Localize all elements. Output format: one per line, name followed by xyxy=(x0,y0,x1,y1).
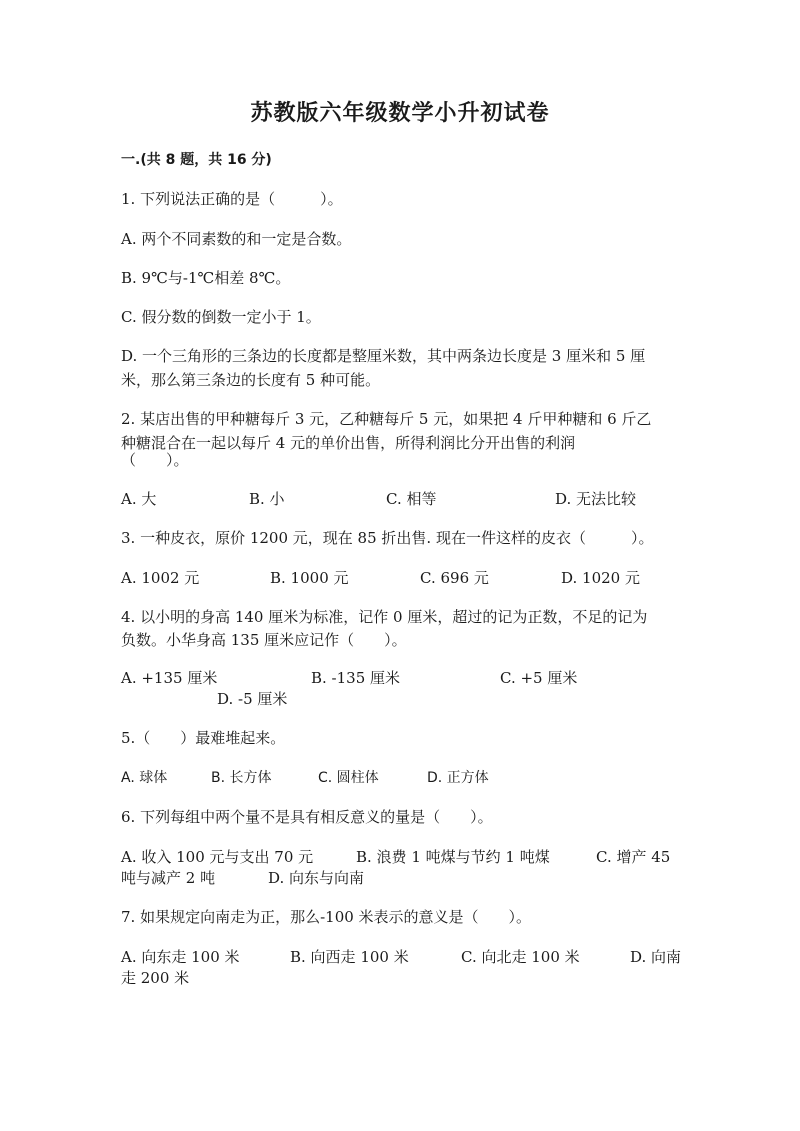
question-1-option-c: C. 假分数的倒数一定小于 1。 xyxy=(121,308,321,326)
question-6-option-c-cont: 吨与减产 2 吨 xyxy=(121,869,216,887)
question-2-option-a: A. 大 xyxy=(121,490,157,508)
question-6-option-b: B. 浪费 1 吨煤与节约 1 吨煤 xyxy=(356,848,550,866)
question-4-option-a: A. +135 厘米 xyxy=(121,669,218,687)
question-2-option-b: B. 小 xyxy=(249,490,285,508)
question-4-stem: 4. 以小明的身高 140 厘米为标准，记作 0 厘米，超过的记为正数，不足的记为 xyxy=(121,608,648,626)
question-4-option-d: D. -5 厘米 xyxy=(217,690,288,708)
question-6-stem: 6. 下列每组中两个量不是具有相反意义的量是（ ）。 xyxy=(121,808,493,826)
question-1-option-b: B. 9℃与-1℃相差 8℃。 xyxy=(121,269,291,287)
question-7-option-d: D. 向南 xyxy=(630,948,682,966)
question-1-stem: 1. 下列说法正确的是（ ）。 xyxy=(121,190,343,208)
question-5-option-c: C. 圆柱体 xyxy=(318,770,379,786)
question-2-stem-cont: 种糖混合在一起以每斤 4 元的单价出售，所得利润比分开出售的利润 xyxy=(121,434,576,452)
question-7-option-d-cont: 走 200 米 xyxy=(121,969,190,987)
question-6-option-d: D. 向东与向南 xyxy=(268,869,365,887)
question-3-option-a: A. 1002 元 xyxy=(121,569,200,587)
question-4-option-b: B. -135 厘米 xyxy=(311,669,401,687)
question-2-stem: 2. 某店出售的甲种糖每斤 3 元，乙种糖每斤 5 元，如果把 4 斤甲种糖和 6 斤乙 xyxy=(121,410,652,428)
question-2-option-d: D. 无法比较 xyxy=(555,490,637,508)
question-5-option-d: D. 正方体 xyxy=(427,770,489,786)
question-6-option-c: C. 增产 45 xyxy=(596,848,671,866)
question-7-stem: 7. 如果规定向南走为正，那么-100 米表示的意义是（ ）。 xyxy=(121,908,532,926)
question-5-option-b: B. 长方体 xyxy=(211,770,272,786)
question-1-option-d-cont: 米，那么第三条边的长度有 5 种可能。 xyxy=(121,371,381,389)
question-3-option-c: C. 696 元 xyxy=(420,569,489,587)
question-7-option-a: A. 向东走 100 米 xyxy=(121,948,240,966)
section-heading: 一.(共 8 题，共 16 分) xyxy=(121,152,272,168)
question-4-stem-cont: 负数。小华身高 135 厘米应记作（ ）。 xyxy=(121,631,407,649)
page-title: 苏教版六年级数学小升初试卷 xyxy=(250,101,550,126)
question-3-stem: 3. 一种皮衣，原价 1200 元，现在 85 折出售. 现在一件这样的皮衣（ ）。 xyxy=(121,529,654,547)
question-4-option-c: C. +5 厘米 xyxy=(500,669,578,687)
question-7-option-c: C. 向北走 100 米 xyxy=(461,948,580,966)
question-1-option-a: A. 两个不同素数的和一定是合数。 xyxy=(121,230,352,248)
question-5-stem: 5.（ ）最难堆起来。 xyxy=(121,729,286,747)
question-3-option-d: D. 1020 元 xyxy=(561,569,640,587)
question-2-option-c: C. 相等 xyxy=(386,490,437,508)
question-3-option-b: B. 1000 元 xyxy=(270,569,349,587)
question-1-option-d: D. 一个三角形的三条边的长度都是整厘米数，其中两条边长度是 3 厘米和 5 厘 xyxy=(121,347,646,365)
question-2-stem-blank: （ ）。 xyxy=(121,451,189,469)
question-6-option-a: A. 收入 100 元与支出 70 元 xyxy=(121,848,314,866)
question-7-option-b: B. 向西走 100 米 xyxy=(290,948,409,966)
question-5-option-a: A. 球体 xyxy=(121,770,168,786)
